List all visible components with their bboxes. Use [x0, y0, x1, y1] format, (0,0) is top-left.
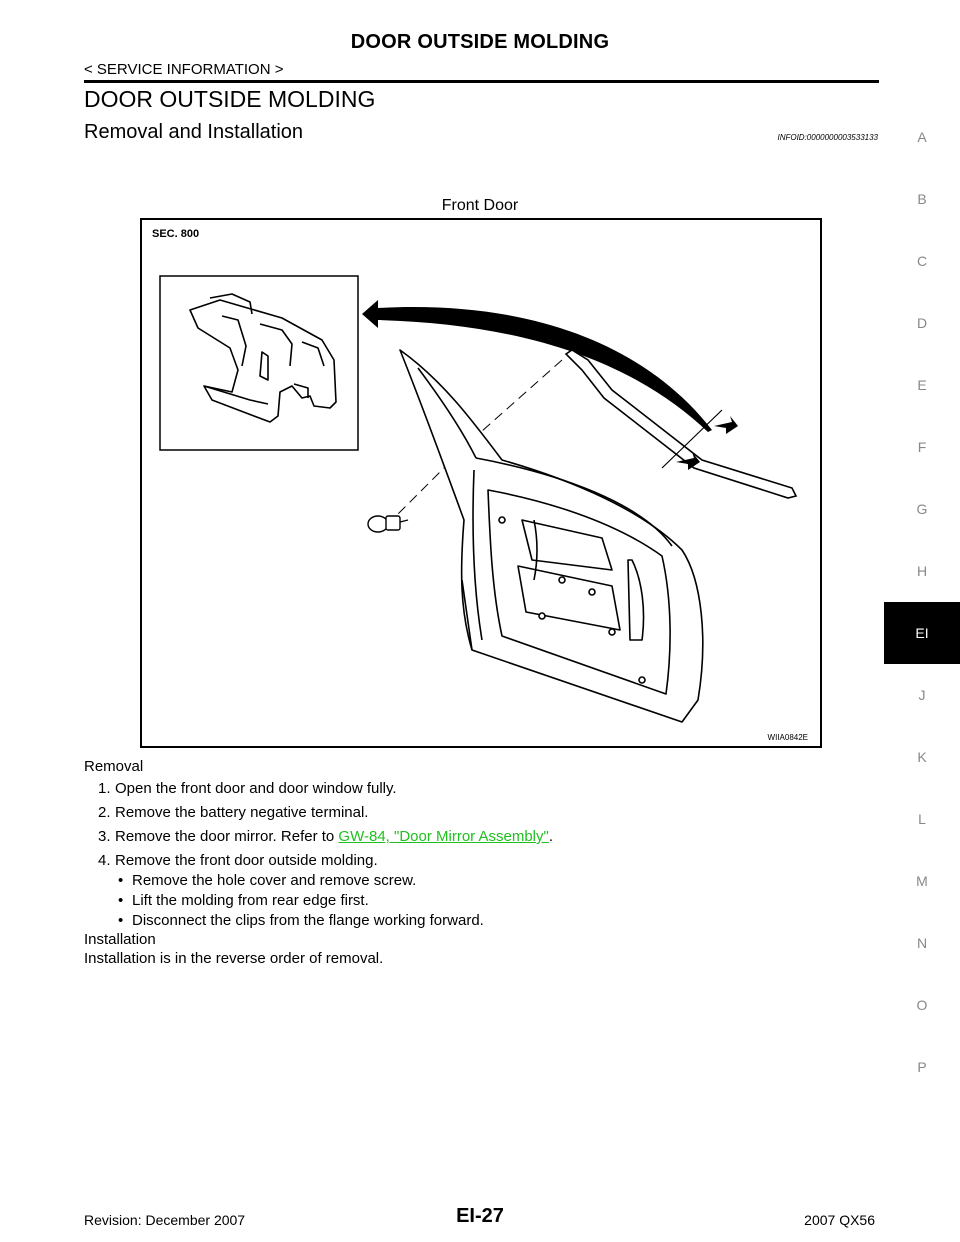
bullet: •: [118, 872, 124, 889]
removal-steps: [98, 780, 858, 938]
header-rule: [84, 80, 879, 83]
step-text: [115, 828, 858, 845]
index-tab-a[interactable]: A: [917, 129, 927, 145]
bullet: •: [118, 892, 124, 909]
index-tab-g[interactable]: G: [916, 501, 928, 517]
step-3-text: Remove the door mirror. Refer to: [115, 828, 339, 845]
section-subtitle: Removal and Installation: [84, 121, 304, 143]
index-tab-c[interactable]: C: [916, 253, 928, 269]
list-item: [115, 871, 858, 891]
index-tab-d[interactable]: D: [916, 315, 928, 331]
step-number: 4.: [98, 852, 111, 869]
step-number: 2.: [98, 804, 111, 821]
step-2: [98, 804, 858, 821]
index-tab-l[interactable]: L: [918, 811, 926, 827]
front-door-panel: [400, 350, 703, 722]
bullet: •: [118, 912, 124, 929]
index-tab-n[interactable]: N: [916, 935, 928, 951]
page-header-title: DOOR OUTSIDE MOLDING: [350, 31, 610, 53]
door-molding-figure: [140, 218, 822, 748]
clip-marker-icon: [714, 416, 738, 434]
bullet-text: Disconnect the clips from the flange working forward.: [132, 912, 484, 929]
step-text: Remove the front door outside molding.: [115, 852, 378, 869]
clip-detail-drawing: [190, 294, 336, 422]
list-item: [115, 891, 858, 911]
index-tab-k[interactable]: K: [917, 749, 927, 765]
removal-label: Removal: [84, 758, 144, 775]
bullet-text: Lift the molding from rear edge first.: [132, 892, 369, 909]
bullet-text: Remove the hole cover and remove screw.: [132, 872, 417, 889]
info-id: INFOID:0000000003533133: [777, 133, 878, 142]
step-4: [98, 852, 858, 931]
door-molding-illustration: [142, 220, 820, 746]
screw-icon: [368, 516, 408, 532]
section-index-tabs: [884, 106, 960, 1098]
step-1: [98, 780, 858, 797]
index-tab-ei[interactable]: EI: [884, 602, 960, 664]
footer-page-number: EI-27: [456, 1205, 504, 1227]
footer-revision: Revision: December 2007: [84, 1212, 246, 1228]
index-tab-p[interactable]: P: [917, 1059, 927, 1075]
door-mirror-assembly-link[interactable]: GW-84, "Door Mirror Assembly": [338, 828, 549, 845]
footer-model: 2007 QX56: [804, 1212, 875, 1228]
dashed-leader: [472, 360, 562, 440]
index-tab-f[interactable]: F: [917, 439, 927, 455]
figure-caption: Front Door: [441, 197, 519, 214]
index-tab-m[interactable]: M: [916, 873, 928, 889]
step-text: Open the front door and door window fully.: [115, 780, 397, 797]
outside-molding: [566, 350, 796, 498]
index-tab-e[interactable]: E: [917, 377, 927, 393]
list-item: [115, 911, 858, 931]
page-header-subtitle: < SERVICE INFORMATION >: [84, 61, 284, 78]
index-tab-h[interactable]: H: [916, 563, 928, 579]
figure-code: WIIA0842E: [767, 733, 808, 742]
step-number: 3.: [98, 828, 111, 845]
installation-label: Installation: [84, 931, 156, 948]
step-number: 1.: [98, 780, 111, 797]
step-text: Remove the battery negative terminal.: [115, 804, 369, 821]
index-tab-j[interactable]: J: [918, 687, 926, 703]
installation-text: Installation is in the reverse order of removal.: [84, 950, 384, 967]
index-tab-o[interactable]: O: [916, 997, 928, 1013]
step-4-bullets: [115, 871, 858, 931]
index-tab-b[interactable]: B: [917, 191, 927, 207]
step-3: [98, 828, 858, 845]
section-title: DOOR OUTSIDE MOLDING: [84, 86, 376, 112]
step-4-body: [115, 852, 858, 931]
step-3-end: .: [548, 828, 554, 845]
figure-section-label: SEC. 800: [152, 228, 200, 240]
